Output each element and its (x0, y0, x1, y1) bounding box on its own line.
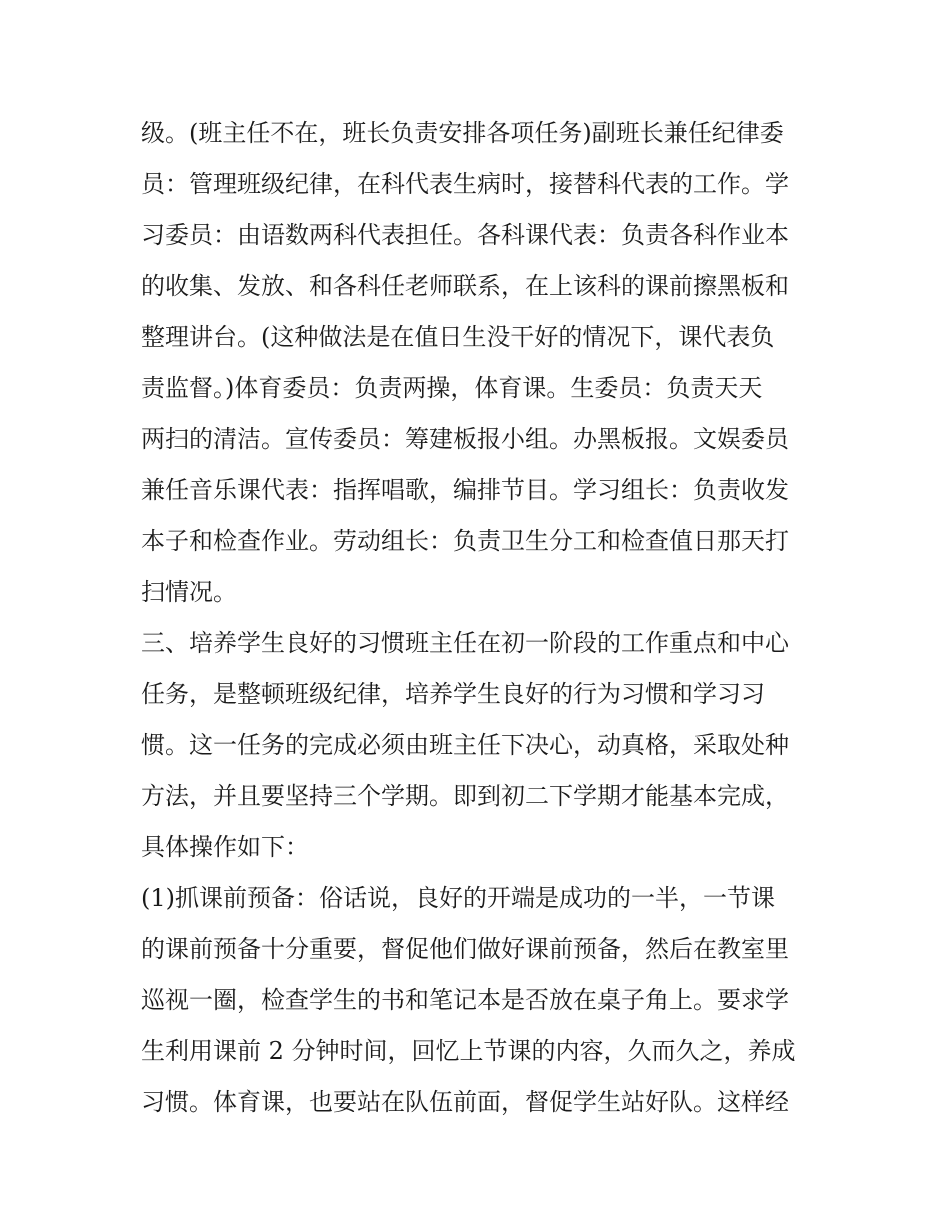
text-line: 员：管理班级纪律，在科代表生病时，接替科代表的工作。学 (141, 170, 789, 198)
text-line: 任务，是整顿班级纪律，培养学生良好的行为习惯和学习习 (141, 680, 765, 708)
text-line: 级。(班主任不在，班长负责安排各项任务)副班长兼任纪律委 (141, 119, 784, 147)
text-line: 具体操作如下： (141, 833, 309, 861)
text-line: 的课前预备十分重要，督促他们做好课前预备，然后在教室里 (141, 935, 789, 963)
body-text (141, 108, 821, 1128)
section-heading-line: 三、培养学生良好的习惯班主任在初一阶段的工作重点和中心 (141, 629, 789, 657)
text-line: 扫情况。 (141, 578, 237, 606)
text-line: 兼任音乐课代表：指挥唱歌，编排节目。学习组长：负责收发 (141, 476, 789, 504)
text-line: 本子和检查作业。劳动组长：负责卫生分工和检查值日那天打 (141, 527, 789, 555)
text-line: 的收集、发放、和各科任老师联系，在上该科的课前擦黑板和 (141, 272, 789, 300)
text-line: 习委员：由语数两科代表担任。各科课代表：负责各科作业本 (141, 221, 789, 249)
list-item-line: (1)抓课前预备：俗话说，良好的开端是成功的一半，一节课 (141, 884, 775, 912)
text-line: 巡视一圈，检查学生的书和笔记本是否放在桌子角上。要求学 (141, 986, 789, 1014)
text-line: 惯。这一任务的完成必须由班主任下决心，动真格，采取处种 (141, 731, 789, 759)
text-line: 方法，并且要坚持三个学期。即到初二下学期才能基本完成， (141, 782, 789, 810)
text-line: 两扫的清洁。宣传委员：筹建板报小组。办黑板报。文娱委员 (141, 425, 789, 453)
text-line: 习惯。体育课，也要站在队伍前面，督促学生站好队。这样经 (141, 1088, 789, 1116)
text-line: 生利用课前 2 分钟时间，回忆上节课的内容，久而久之，养成 (141, 1037, 796, 1065)
text-line: 整理讲台。(这种做法是在值日生没干好的情况下，课代表负 (141, 323, 775, 351)
text-line: 责监督。)体育委员：负责两操，体育课。生委员：负责天天 (141, 374, 763, 402)
